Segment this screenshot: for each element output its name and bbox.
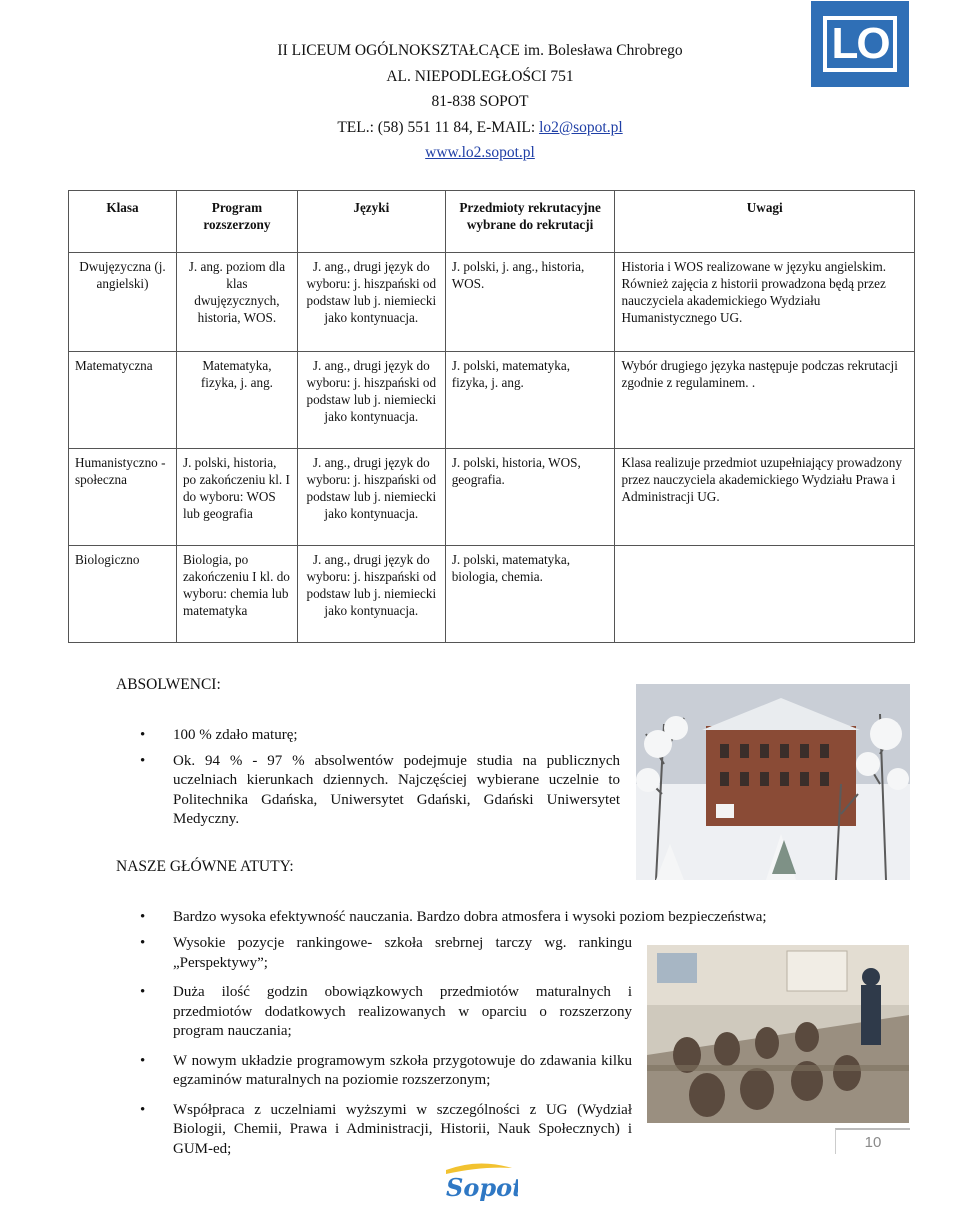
- cell-klasa: Dwujęzyczna (j. angielski): [69, 253, 177, 352]
- school-name: II LICEUM OGÓLNOKSZTAŁCĄCE im. Bolesława Chrobrego: [277, 42, 683, 59]
- table-row: [69, 253, 915, 352]
- cell-klasa: Humanistyczno - społeczna: [69, 449, 177, 546]
- email-link[interactable]: lo2@sopot.pl: [539, 118, 623, 136]
- graduates-list: [140, 726, 620, 830]
- list-item: • Bardzo wysoka efektywność nauczania. Bardzo dobra atmosfera i wysoki poziom bezpieczeństwa;: [140, 908, 820, 928]
- cell-uwagi: Historia i WOS realizowane w języku angielskim. Również zajęcia z historii prowadzona będą przez nauczyciela akademickiego Wydziału Humanistycznego UG.: [615, 253, 915, 352]
- svg-text:Sopot: Sopot: [446, 1173, 518, 1202]
- strengths-list: [140, 934, 632, 1159]
- header-klasa: Klasa: [69, 191, 177, 253]
- cell-uwagi: [615, 546, 915, 643]
- school-building-photo: [636, 684, 910, 880]
- header-uwagi: Uwagi: [615, 191, 915, 253]
- cell-jezyki: J. ang., drugi język do wyboru: j. hiszpański od podstaw lub j. niemiecki jako kontynuacja.: [297, 352, 445, 449]
- school-contact: [0, 115, 960, 141]
- cell-przedmioty: J. polski, matematyka, fizyka, j. ang.: [445, 352, 615, 449]
- cell-jezyki: J. ang., drugi język do wyboru: j. hiszpański od podstaw lub j. niemiecki jako kontynuacja.: [297, 253, 445, 352]
- header-przedmioty: Przedmioty rekrutacyjne wybrane do rekrutacji: [445, 191, 615, 253]
- cell-jezyki: J. ang., drugi język do wyboru: j. hiszpański od podstaw lub j. niemiecki jako kontynuacja.: [297, 546, 445, 643]
- cell-program: J. ang. poziom dla klas dwujęzycznych, historia, WOS.: [176, 253, 297, 352]
- list-item: • 100 % zdało maturę;: [140, 726, 620, 746]
- cell-jezyki: J. ang., drugi język do wyboru: j. hiszpański od podstaw lub j. niemiecki jako kontynuacja.: [297, 449, 445, 546]
- page-number: 10: [835, 1128, 910, 1154]
- logo-text: LO: [823, 16, 896, 72]
- strengths-title: NASZE GŁÓWNE ATUTY:: [116, 858, 294, 875]
- school-city: 81-838 SOPOT: [431, 93, 529, 110]
- table-row: [69, 546, 915, 643]
- list-item: • Duża ilość godzin obowiązkowych przedmiotów maturalnych i przedmiotów dodatkowych realizowanych w oparciu o rozszerzony program nauczania;: [140, 983, 632, 1042]
- cell-program: Biologia, po zakończeniu I kl. do wyboru: chemia lub matematyka: [176, 546, 297, 643]
- strengths-first-list: [140, 908, 820, 928]
- list-item: • Ok. 94 % - 97 % absolwentów podejmuje studia na publicznych uczelniach kierunkach dziennych. Najczęściej wybierane uczelnie to Politechnika Gdańska, Uniwersytet Gdański, Gdański Uniwersytet Medyczny.: [140, 752, 620, 830]
- cell-klasa: Matematyczna: [69, 352, 177, 449]
- cell-program: Matematyka, fizyka, j. ang.: [176, 352, 297, 449]
- list-item: • Współpraca z uczelniami wyższymi w szczególności z UG (Wydział Biologii, Chemii, Prawa i Administracji, Historii, Nauk Społecznych) i GUM-ed;: [140, 1101, 632, 1160]
- website-link[interactable]: www.lo2.sopot.pl: [425, 144, 535, 161]
- school-logo: [811, 1, 909, 87]
- cell-program: J. polski, historia, po zakończeniu kl. I do wyboru: WOS lub geografia: [176, 449, 297, 546]
- list-item: • Wysokie pozycje rankingowe- szkoła srebrnej tarczy wg. rankingu „Perspektywy”;: [140, 934, 632, 973]
- table-row: [69, 352, 915, 449]
- header-jezyki: Języki: [297, 191, 445, 253]
- classroom-photo: [647, 945, 909, 1123]
- classes-table: [68, 190, 915, 643]
- cell-uwagi: Wybór drugiego języka następuje podczas rekrutacji zgodnie z regulaminem. .: [615, 352, 915, 449]
- table-header-row: [69, 191, 915, 253]
- cell-przedmioty: J. polski, historia, WOS, geografia.: [445, 449, 615, 546]
- sopot-logo: [438, 1160, 518, 1204]
- contact-phone: TEL.: (58) 551 11 84, E-MAIL:: [337, 118, 540, 136]
- table-row: [69, 449, 915, 546]
- header-program: Program rozszerzony: [176, 191, 297, 253]
- cell-przedmioty: J. polski, j. ang., historia, WOS.: [445, 253, 615, 352]
- cell-przedmioty: J. polski, matematyka, biologia, chemia.: [445, 546, 615, 643]
- list-item: • W nowym układzie programowym szkoła przygotowuje do zdawania kilku egzaminów maturalnych na poziomie rozszerzonym;: [140, 1052, 632, 1091]
- school-street: AL. NIEPODLEGŁOŚCI 751: [386, 67, 574, 85]
- cell-klasa: Biologiczno: [69, 546, 177, 643]
- graduates-title: ABSOLWENCI:: [116, 676, 221, 693]
- cell-uwagi: Klasa realizuje przedmiot uzupełniający prowadzony przez nauczyciela akademickiego Wydziału Prawa i Administracji UG.: [615, 449, 915, 546]
